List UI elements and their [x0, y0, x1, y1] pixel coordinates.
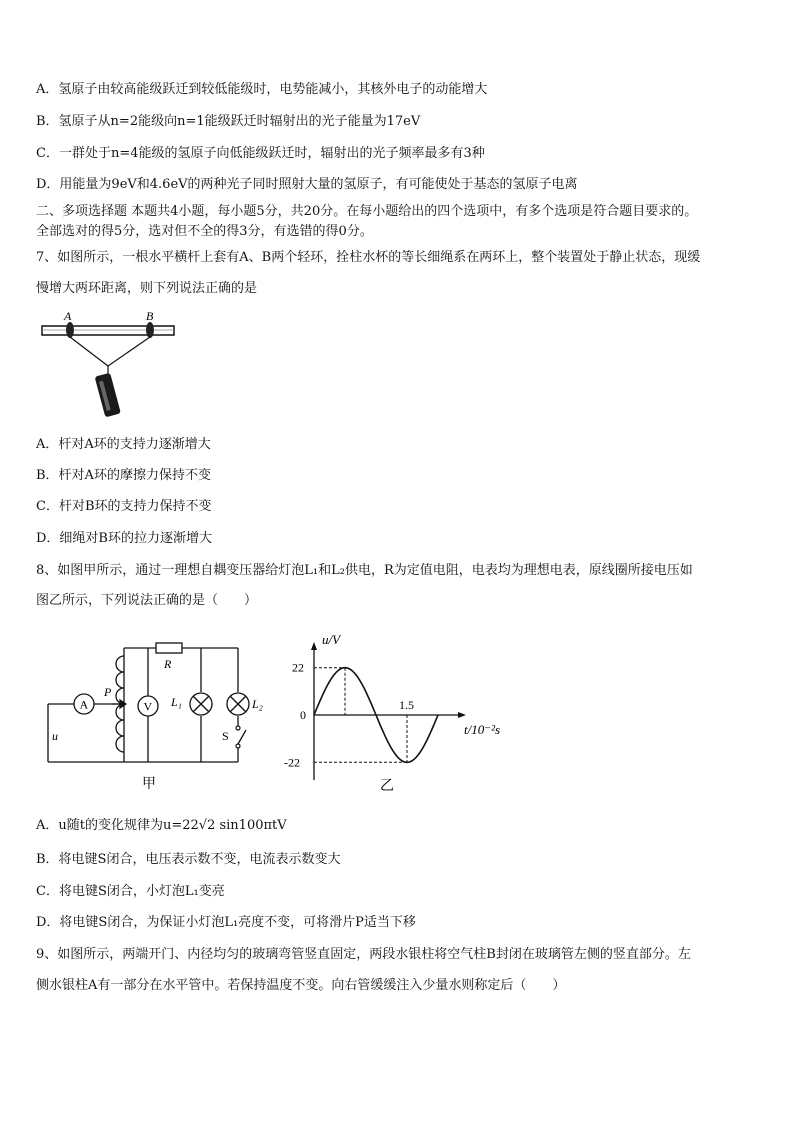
ring-a: [66, 322, 74, 338]
lamp-l2: [227, 693, 249, 715]
circuit-caption: 甲: [142, 777, 156, 792]
ammeter-label: A: [79, 697, 89, 712]
graph-x-axis-label: t/10⁻²s: [464, 722, 501, 737]
graph-y-axis-label: u/V: [322, 632, 341, 647]
q8-stem-line1: 8、如图甲所示，通过一理想自耦变压器给灯泡L₁和L₂供电，R为定值电阻，电表均为理想电表，原线圈所接电压如: [36, 563, 693, 578]
q7-option-a: A．杆对A环的支持力逐渐增大: [36, 437, 211, 452]
rope-right: [108, 337, 150, 366]
q6-option-d: D．用能量为9eV和4.6eV的两种光子同时照射大量的氢原子，有可能使处于基态的氢原子电离: [36, 177, 578, 192]
q9-stem-line2: 侧水银柱A有一部分在水平管中。若保持温度不变。向右管缓缓注入少量水则称定后（ ）: [36, 978, 566, 993]
q7-option-c: C．杆对B环的支持力保持不变: [36, 499, 212, 514]
y-tick-label-max: 22: [292, 660, 304, 675]
resistor-label: R: [164, 657, 172, 671]
voltage-graph: [282, 630, 522, 800]
q6-option-a: A．氢原子由较高能级跃迁到较低能级时，电势能减小，其核外电子的动能增大: [36, 82, 488, 97]
graph-caption: 乙: [380, 779, 394, 794]
lamp-l2-label: L₂: [252, 697, 263, 711]
lamp-l1-label: L₁: [171, 695, 182, 709]
q7-stem-line1: 7、如图所示，一根水平横杆上套有A、B两个轻环，拴柱水杯的等长细绳系在两环上，整个装置处于静止状态，现缓: [36, 250, 701, 265]
q8-option-d: D．将电键S闭合，为保证小灯泡L₁亮度不变，可将滑片P适当下移: [36, 915, 416, 930]
graph-y-arrow: [311, 642, 317, 650]
y-tick-label-min: -22: [284, 755, 300, 770]
x-tick-label: 1.5: [399, 698, 414, 712]
ring-b: [146, 322, 154, 338]
q8-option-a: A．u随t的变化规律为u=22√2 sin100πtV: [36, 818, 287, 833]
horizontal-rod: [42, 326, 174, 335]
q9-stem-line1: 9、如图所示，两端开门、内径均匀的玻璃弯管竖直固定，两段水银柱将空气柱B封闭在玻璃管左侧的竖直部分。左: [36, 947, 691, 962]
ring-a-label: A: [64, 309, 72, 323]
q7-option-b: B．杆对A环的摩擦力保持不变: [36, 468, 211, 483]
ring-b-label: B: [146, 309, 154, 323]
q8-option-c: C．将电键S闭合，小灯泡L₁变亮: [36, 884, 225, 899]
voltmeter-label: V: [143, 699, 153, 714]
voltage-u-label: u: [52, 729, 58, 743]
slider-p-label: P: [104, 685, 112, 699]
q8-stem-line2: 图乙所示，下列说法正确的是（ ）: [36, 593, 258, 608]
q7-option-d: D．细绳对B环的拉力逐渐增大: [36, 531, 212, 546]
lamp-l1: [190, 693, 212, 715]
section2-line2: 全部选对的得5分，选对但不全的得3分，有选错的得0分。: [36, 224, 373, 239]
q7-figure: [40, 308, 180, 423]
q6-option-c: C．一群处于n=4能级的氢原子向低能级跃迁时，辐射出的光子频率最多有3种: [36, 146, 485, 161]
resistor: [156, 643, 182, 653]
q8-option-b: B．将电键S闭合，电压表示数不变，电流表示数变大: [36, 852, 341, 867]
q6-option-b: B．氢原子从n=2能级向n=1能级跃迁时辐射出的光子能量为17eV: [36, 114, 421, 129]
y-tick-label-zero: 0: [300, 708, 306, 722]
section2-line1: 二、多项选择题 本题共4小题，每小题5分，共20分。在每小题给出的四个选项中，有多个选项是符合题目要求的。: [36, 204, 698, 219]
switch-label: S: [222, 729, 229, 743]
circuit-diagram: [38, 636, 278, 796]
graph-x-arrow: [458, 712, 466, 718]
rope-left: [70, 337, 108, 366]
cup: [95, 373, 121, 418]
q7-stem-line2: 慢增大两环距离，则下列说法正确的是: [36, 281, 258, 296]
